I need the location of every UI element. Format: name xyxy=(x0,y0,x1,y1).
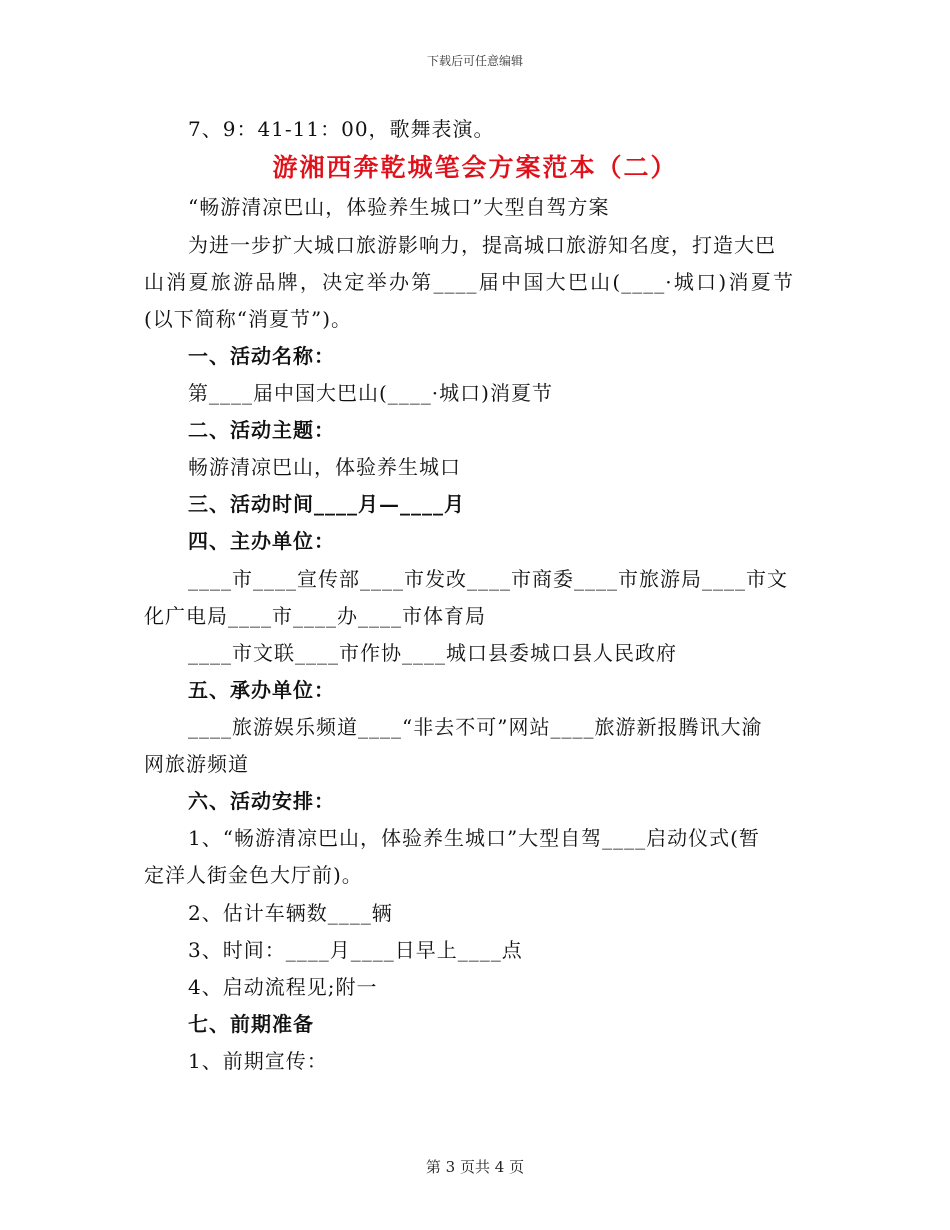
section-heading: 三、活动时间____月—____月 xyxy=(188,492,465,516)
list-item: 7、9：41-11：00，歌舞表演。 xyxy=(188,117,495,141)
list-item: 3、时间：____月____日早上____点 xyxy=(188,938,523,962)
paragraph-line: 1、“畅游清凉巴山，体验养生城口”大型自驾____启动仪式(暂 xyxy=(188,826,760,850)
list-item: 2、估计车辆数____辆 xyxy=(188,901,393,925)
paragraph-line: ____市文联____市作协____城口县委城口县人民政府 xyxy=(188,641,677,665)
section-heading: 二、活动主题： xyxy=(188,418,335,442)
paragraph-line: 化广电局____市____办____市体育局 xyxy=(144,604,486,628)
paragraph-line: 畅游清凉巴山，体验养生城口 xyxy=(188,455,461,479)
paragraph-line: 网旅游频道 xyxy=(144,752,249,776)
document-title: 游湘西奔乾城笔会方案范本（二） xyxy=(272,153,678,182)
section-heading: 七、前期准备 xyxy=(188,1012,314,1036)
paragraph-line: (以下简称“消夏节”)。 xyxy=(144,307,353,331)
section-heading: 一、活动名称： xyxy=(188,344,335,368)
paragraph-line: ____市____宣传部____市发改____市商委____市旅游局____市文 xyxy=(188,567,788,591)
paragraph-line: 山消夏旅游品牌，决定举办第____届中国大巴山(____·城口)消夏节 xyxy=(144,270,794,294)
page-footer: 第 3 页共 4 页 xyxy=(425,1158,525,1176)
paragraph-line: 第____届中国大巴山(____·城口)消夏节 xyxy=(188,381,553,405)
section-heading: 五、承办单位： xyxy=(188,678,335,702)
list-item: 4、启动流程见;附一 xyxy=(188,975,378,999)
page-header: 下载后可任意编辑 xyxy=(426,54,523,68)
section-heading: 六、活动安排： xyxy=(188,789,335,813)
paragraph-line: 定洋人街金色大厅前)。 xyxy=(144,863,363,887)
paragraph-line: ____旅游娱乐频道____“非去不可”网站____旅游新报腾讯大渝 xyxy=(188,715,763,739)
section-heading: 四、主办单位： xyxy=(188,529,335,553)
paragraph-line: 为进一步扩大城口旅游影响力，提高城口旅游知名度，打造大巴 xyxy=(188,233,776,257)
subtitle: “畅游清凉巴山，体验养生城口”大型自驾方案 xyxy=(188,195,610,219)
list-item: 1、前期宣传： xyxy=(188,1049,328,1073)
